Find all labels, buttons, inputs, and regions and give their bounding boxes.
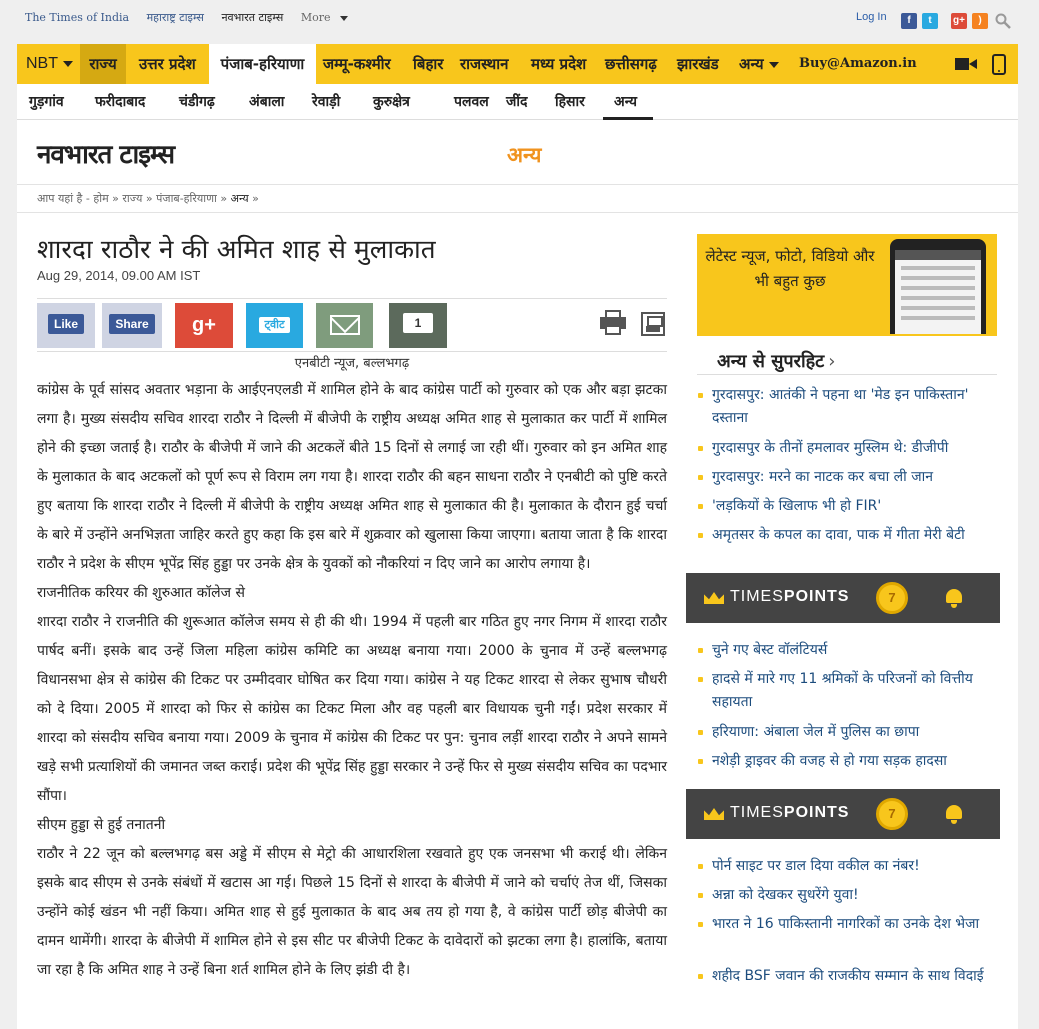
mail-icon [330, 315, 360, 335]
subnav-item-chandigarh[interactable]: चंडीगढ़ [179, 94, 215, 110]
amazon-link[interactable]: Buy@Amazon.in [799, 56, 917, 71]
points-count: 7 [876, 798, 908, 830]
active-tab-indicator [603, 117, 653, 120]
breadcrumb-prefix: आप यहां है - [37, 192, 90, 205]
divider [37, 351, 667, 352]
superhit-link[interactable]: गुरदासपुर: मरने का नाटक कर बचा ली जान [712, 466, 1002, 489]
nav-item-uttar-pradesh[interactable]: उत्तर प्रदेश [139, 55, 196, 73]
breadcrumb-rajya[interactable]: राज्य [122, 192, 143, 205]
breadcrumb-home[interactable]: होम [93, 192, 109, 205]
save-icon[interactable] [641, 312, 665, 336]
mobile-icon[interactable] [992, 44, 1006, 84]
site-link-mt[interactable]: महाराष्ट्र टाइम्स [146, 11, 204, 24]
nbt-menu-button[interactable] [26, 44, 73, 84]
top-strip [0, 0, 1039, 40]
timespoints-label [730, 804, 849, 822]
points-count: 7 [876, 582, 908, 614]
site-link-nbt[interactable]: नवभारत टाइम्स [221, 11, 284, 24]
superhit-link[interactable]: गुरदासपुर: आतंकी ने पहना था 'मेड इन पाकिस्तान' दस्ताना [712, 384, 1002, 430]
subnav-item-jind[interactable]: जींद [506, 94, 528, 110]
chevron-down-icon [63, 61, 73, 67]
divider [697, 374, 997, 375]
article-paragraph: कांग्रेस के पूर्व सांसद अवतार भड़ाना के आईएनएलडी में शामिल होने के बाद कांग्रेस पार्टी को गुरुवार को एक और बड़ा झटका लगा है। मुख्य संसदीय सचिव शारदा राठौर ने दिल्ली में बीजेपी के राष्ट्रीय अध्यक्ष अमित शाह से मुलाकात कर पार्टी में शामिल होने की इच्छा जताई है। राठौर के बीजेपी में जाने की अटकलें बीते 15 दिनों से लगाई जा रही थीं। गुरुवार को इन अमित शाह के मुलाकात के बाद अटकलों को पूर्ण रूप से विराम लग गया है। शारदा राठौर की बहन साधना राठौर ने एनबीटी को पुष्टि करते हुए बताया कि शारदा राठौर ने दिल्ली में बीजेपी के राष्ट्रीय अध्यक्ष अमित शाह से मुलाकात की है। मुलाकात के दौरान हुई चर्चा के बारे में उन्होंने अनभिज्ञता जाहिर करते हुए कहा कि इस बारे में शुक्रवार को खुलासा किया जाएगा। बताया जाता है कि शारदा राठौर ने प्रदेश के सीएम भूपेंद्र सिंह हुड्डा पर उनके क्षेत्र के युवकों को नौकरियां न दिए जाने का आरोप लगाया है। [37, 382, 667, 572]
video-icon[interactable] [955, 44, 977, 84]
print-icon[interactable] [600, 310, 626, 336]
login-link[interactable]: Log In [856, 11, 887, 23]
nav-item-punjab-haryana[interactable]: पंजाब-हरियाणा [209, 44, 316, 84]
timespoints-label-bold: POINTS [783, 588, 850, 605]
subnav-item-palwal[interactable]: पलवल [454, 94, 489, 110]
nav-item-chhattisgarh[interactable]: छत्तीसगढ़ [605, 55, 657, 73]
crown-icon [704, 808, 724, 820]
site-link-toi[interactable]: The Times of India [25, 11, 130, 24]
page [17, 44, 1018, 1029]
chevron-down-icon [769, 62, 779, 68]
superhit-link[interactable]: नशेड़ी ड्राइवर की वजह से हो गया सड़क हादसा [712, 750, 1002, 773]
superhit-link[interactable]: अमृतसर के कपल का दावा, पाक में गीता मेरी बेटी [712, 524, 1002, 547]
nav-item-jammu-kashmir[interactable]: जम्मू-कश्मीर [323, 55, 391, 73]
breadcrumb-current: अन्य [230, 192, 249, 205]
comments-button[interactable] [389, 303, 447, 348]
breadcrumb-punjab-haryana[interactable]: पंजाब-हरियाणा [156, 192, 217, 205]
superhit-link[interactable]: शहीद BSF जवान की राजकीय सम्मान के साथ विदाई [712, 965, 1002, 988]
breadcrumb: आप यहां है - होम » राज्य » पंजाब-हरियाणा » अन्य » [37, 192, 259, 205]
search-icon[interactable] [995, 13, 1011, 29]
section-title: अन्य [507, 143, 542, 167]
divider [17, 212, 1018, 213]
timespoints-label-light: TIMES [730, 588, 784, 605]
timespoints-bar[interactable] [686, 789, 1000, 839]
nav-item-bihar[interactable]: बिहार [413, 55, 444, 73]
nav-item-jharkhand[interactable]: झारखंड [677, 55, 719, 73]
divider [37, 298, 667, 299]
comment-count: 1 [403, 313, 433, 333]
superhit-link[interactable]: पोर्न साइट पर डाल दिया वकील का नंबर! [712, 855, 1002, 878]
primary-nav [17, 44, 1018, 84]
rss-icon[interactable]: ) [972, 13, 988, 29]
google-plus-icon[interactable]: g+ [951, 13, 967, 29]
article-paragraph: शारदा राठौर ने राजनीति की शुरूआत कॉलेज समय से ही की थी। 1994 में पहली बार गठित हुए नगर निगम में शारदा राठौर पार्षद बनीं। इसके बाद उन्हें जिला महिला कांग्रेस कमिटि का अध्यक्ष बनाया गया। 2000 के चुनाव में उन्हें बल्लभगढ़ विधानसभा क्षेत्र से कांग्रेस की टिकट पर उम्मीदवार घोषित कर दिया गया। कांग्रेस ने यह टिकट शारदा से लेकर सुभाष चौधरी को दे दिया। 2005 में शारदा को फिर से कांग्रेस का टिकट मिला और वह पहली बार विधायक चुनी गईं। प्रदेश सरकार में शारदा को संसदीय सचिव बनाया गया। 2009 के चुनाव में कांग्रेस की टिकट पर पुन: चुनाव लड़ीं शारदा राठौर ने अपने सामने खड़े सभी प्रत्याशियों की जमानत जब्त कराई। प्रदेश की भूपेंद्र सिंह हुड्डा सरकार ने उन्हें फिर से मुख्य संसदीय सचिव का पदभार सौंपा। [37, 614, 667, 804]
superhit-link[interactable]: चुने गए बेस्ट वॉलंटियर्स [712, 639, 1002, 662]
site-logo[interactable]: नवभारत टाइम्स [37, 140, 175, 170]
article-subheading: राजनीतिक करियर की शुरुआत कॉलेज से [37, 585, 245, 601]
subnav-item-gurgaon[interactable]: गुड़गांव [29, 94, 64, 110]
superhit-link[interactable]: हरियाणा: अंबाला जेल में पुलिस का छापा [712, 721, 1002, 744]
nav-item-madhya-pradesh[interactable]: मध्य प्रदेश [531, 55, 587, 73]
timespoints-label [730, 588, 849, 606]
timespoints-label-bold: POINTS [783, 804, 850, 821]
article-byline: एनबीटी न्यूज, बल्लभगढ़ [294, 356, 410, 371]
timespoints-bar[interactable] [686, 573, 1000, 623]
subnav-item-faridabad[interactable]: फरीदाबाद [95, 94, 146, 110]
google-plus-share-button[interactable]: g+ [175, 303, 233, 348]
bell-icon[interactable] [946, 805, 962, 819]
share-label: Share [109, 314, 154, 334]
subnav-item-ambala[interactable]: अंबाला [249, 94, 285, 110]
facebook-like-button[interactable] [37, 303, 95, 348]
article-paragraph: राठौर ने 22 जून को बल्लभगढ़ बस अड्डे में सीएम से मेट्रो की आधारशिला रखवाते हुए एक जनसभा भी कराई थी। लेकिन इसके बाद सीएम से उनके संबंधों में खटास आ गई। पिछले 15 दिनों से शारदा के बीजेपी में जाने को चर्चाएं तेज थीं, जिसका उन्होंने कोई खंडन भी नहीं किया। अमित शाह से हुई मुलाकात के बाद अब तय हो गया है, वे कांग्रेस पार्टी छोड़ बीजेपी का दामन थामेंगी। शारदा के बीजेपी में शामिल होने से इस सीट पर बीजेपी टिकट के दावेदारों को झटका लगा है। हालांकि, बताया जा रहा है कि अमित शाह ने उन्हें बिना शर्त शामिल होने के लिए झंडी दी है। [37, 846, 667, 978]
article-subheading: सीएम हुड्डा से हुई तनातनी [37, 817, 166, 833]
section-header [17, 121, 1018, 185]
chevron-right-icon: › [828, 351, 836, 372]
tweet-button[interactable] [246, 303, 303, 348]
superhit-link[interactable]: गुरदासपुर के तीनों हमलावर मुस्लिम थे: डीजीपी [712, 437, 1002, 460]
superhit-link[interactable]: अन्ना को देखकर सुधरेंगे युवा! [712, 884, 1002, 907]
crown-icon [704, 592, 724, 604]
nav-item-rajya[interactable]: राज्य [80, 44, 126, 84]
more-sites-button[interactable] [301, 11, 349, 24]
superhit-link[interactable]: भारत ने 16 पाकिस्तानी नागरिकों का उनके देश भेजा [712, 913, 1002, 936]
like-label: Like [48, 314, 84, 334]
twitter-icon[interactable]: t [922, 13, 938, 29]
app-promo-banner[interactable] [697, 234, 997, 336]
bell-icon[interactable] [946, 589, 962, 603]
nav-item-rajasthan[interactable]: राजस्थान [460, 55, 509, 73]
subnav-item-kurukshetra[interactable]: कुरुक्षेत्र [373, 94, 410, 110]
chevron-down-icon [340, 16, 348, 21]
nav-item-anya[interactable] [739, 44, 779, 84]
facebook-share-button[interactable] [102, 303, 162, 348]
page-margin [1018, 44, 1039, 1029]
subnav-item-rewari[interactable]: रेवाड़ी [312, 94, 341, 110]
superhit-title: अन्य से सुपरहिट [717, 351, 825, 372]
network-sites [25, 10, 362, 25]
subnav-item-anya[interactable]: अन्य [614, 94, 637, 110]
facebook-icon[interactable]: f [901, 13, 917, 29]
app-promo-text: लेटेस्ट न्यूज, फोटो, विडियो और भी बहुत कुछ [705, 247, 875, 290]
nbt-label: NBT [26, 55, 58, 72]
timespoints-label-light: TIMES [730, 804, 784, 821]
superhit-link[interactable]: 'लड़कियों के खिलाफ भी हो FIR' [712, 495, 1002, 518]
phone-illustration [890, 239, 986, 334]
more-label: More [300, 11, 331, 24]
subnav-item-hisar[interactable]: हिसार [555, 94, 585, 110]
article-body [37, 376, 667, 985]
secondary-nav [17, 84, 1018, 120]
article-title: शारदा राठौर ने की अमित शाह से मुलाकात [37, 235, 436, 265]
superhit-heading[interactable] [717, 349, 835, 373]
email-button[interactable] [316, 303, 373, 348]
superhit-link[interactable]: हादसे में मारे गए 11 श्रमिकों के परिजनों को वित्तीय सहायता [712, 668, 1002, 714]
article-date: Aug 29, 2014, 09.00 AM IST [37, 268, 201, 283]
tweet-label: ट्वीट [259, 317, 289, 333]
nav-anya-label: अन्य [739, 55, 764, 73]
